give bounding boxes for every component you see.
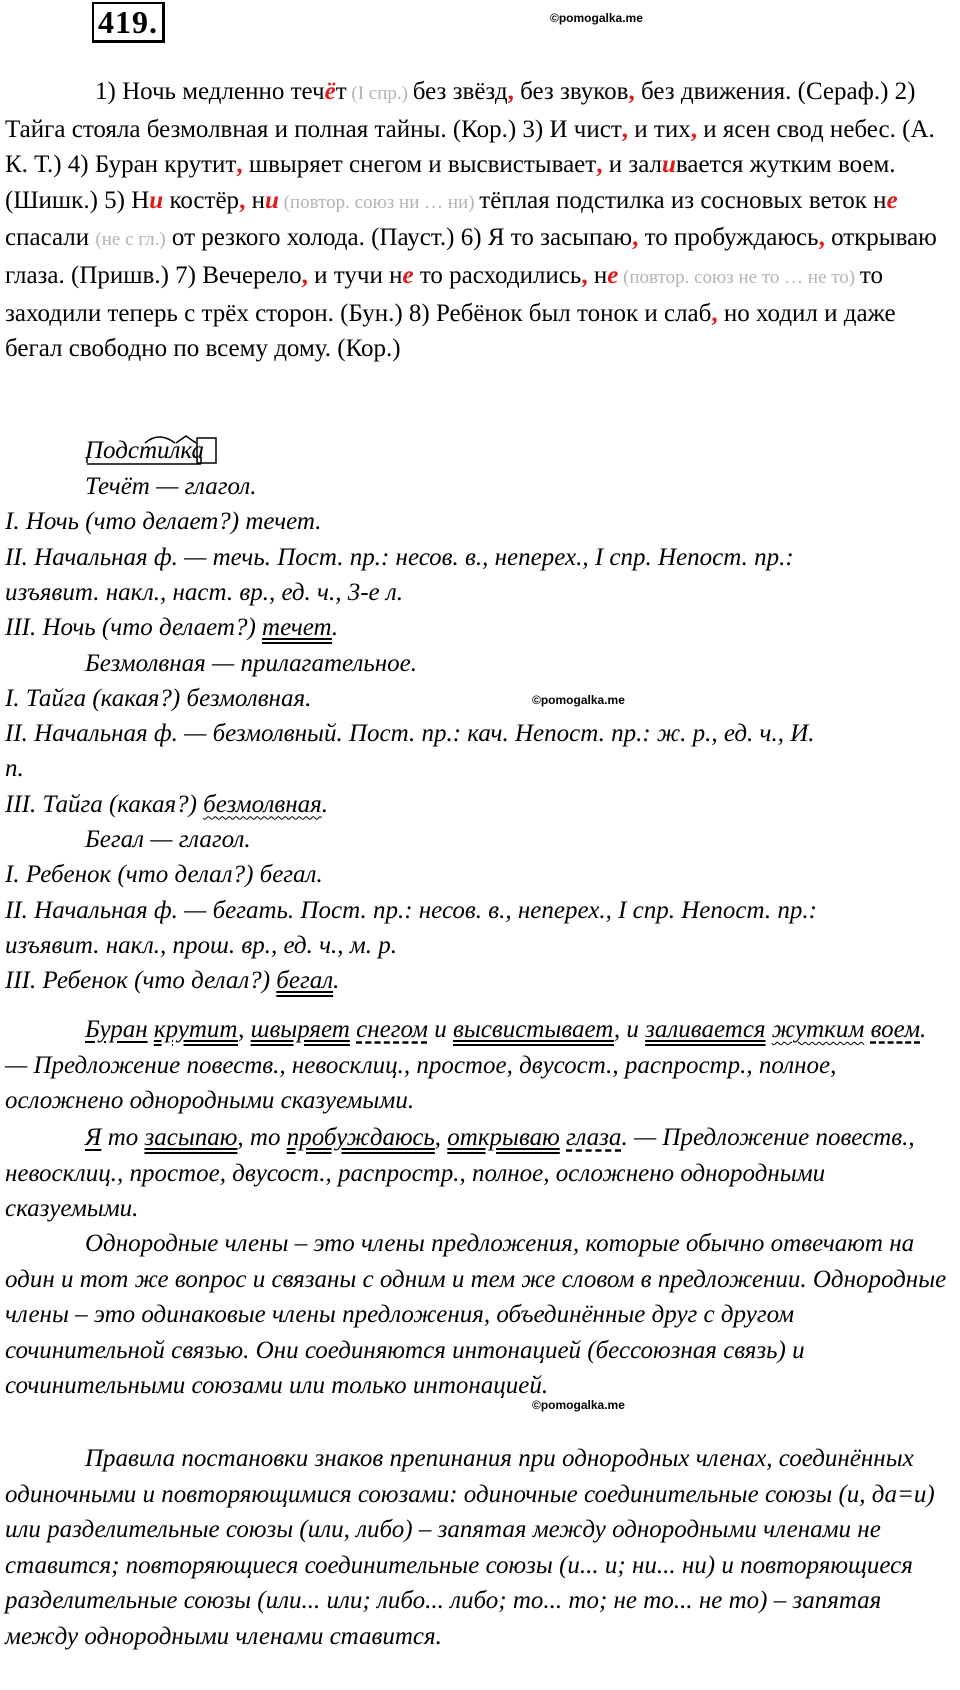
analysis-line: I. Ребенок (что делал?) бегал.: [5, 861, 323, 889]
analysis-line-text: III. Ночь (что делает?): [5, 614, 263, 642]
analysis-line-text: III. Ребенок (что делал?): [5, 967, 277, 995]
underlined-word: течет: [262, 614, 332, 642]
exercise-text: 1) Ночь медленно течёт (I спр.) без звёзд, без звуков, без движения. (Сераф.) 2) Тайга стояла безмолвная и полная тайны. (Кор.) 3) И чист, и тих, и ясен свод небес. (А. К. Т.) 4) Буран крутит, швыряет снегом и высвистывает, и заливается жутким воем. (Шишк.) 5) Ни костёр, ни (повтор. союз ни … ни) тёплая подстилка из сосновых веток не спасали (не с гл.) от резкого холода. (Пауст.) 6) Я то засыпаю, то пробуждаюсь, открываю глаза. (Пришв.) 7) Вечерело, и тучи не то расходились, не (повтор. союз не то … не то) то заходили теперь с трёх сторон. (Бун.) 8) Ребёнок был тонок и слаб, но ходил и даже бегал свободно по всему дому. (Кор.): [5, 78, 937, 363]
analysis-line: I. Ночь (что делает?) течет.: [5, 508, 322, 536]
analysis-line: Безмолвная — прилагательное.: [85, 649, 417, 677]
watermark: ©pomogalka.me: [532, 1398, 625, 1412]
analysis-line-text: III. Тайга (какая?): [5, 790, 204, 818]
analysis-line-text: .: [331, 614, 339, 642]
syntax-parse-1: Буран крутит, швыряет снегом и высвистывает, и заливается жутким воем. — Предложение повеств., невосклиц., простое, двусост., распростр., полное, осложнено однородными сказуемыми.: [5, 1016, 927, 1114]
morpheme-analysis: [85, 433, 230, 467]
analysis-line: изъявит. накл., прош. вр., ед. ч., м. р.: [5, 931, 397, 959]
syntax-parse-2: Я то засыпаю, то пробуждаюсь, открываю глаза. — Предложение повеств., невосклиц., простое, двусост., распростр., полное, осложнено однородными сказуемыми.: [5, 1124, 915, 1222]
exercise-number: 419.: [92, 2, 165, 43]
analysis-line: [5, 967, 339, 995]
watermark: ©pomogalka.me: [532, 693, 625, 707]
morpheme-marks: [85, 433, 230, 467]
theory-paragraph-2: Правила постановки знаков препинания при однородных членах, соединённых одиночными и повторяющимися союзами: одиночные соединительные союзы (и, да=и) или разделительные союзы (или, либо) – запятая между однородными членами не ставится; повторяющиеся соединительные союзы (и... и; ни... ни) и повторяющиеся разделительные союзы (или... или; либо... либо; то... то; не то... не то) – запятая между однородными членами ставится.: [5, 1445, 935, 1650]
analysis-line: п.: [5, 755, 24, 783]
root-arc: [145, 437, 175, 443]
analysis-line: [5, 614, 338, 642]
analysis-line: изъявит. накл., наст. вр., ед. ч., 3-е л.: [5, 578, 404, 606]
underlined-word: безмолвная: [203, 790, 322, 818]
watermark: ©pomogalka.me: [550, 11, 643, 25]
analysis-line: II. Начальная ф. — течь. Пост. пр.: несов. в., неперех., I спр. Непост. пр.:: [5, 543, 794, 571]
analysis-line-text: .: [321, 790, 328, 818]
suffix-mark: [176, 436, 196, 443]
morpheme-word: Подстилка: [85, 437, 204, 464]
analysis-line: II. Начальная ф. — безмолвный. Пост. пр.: кач. Непост. пр.: ж. р., ед. ч., И.: [5, 720, 815, 748]
underlined-word: бегал: [276, 967, 334, 995]
analysis-line: Течёт — глагол.: [85, 473, 257, 500]
ending-box: [197, 438, 216, 463]
theory-paragraph-1: Однородные члены – это члены предложения, которые обычно отвечают на один и тот же вопрос и связаны с одним и тем же словом в предложении. Однородные члены – это одинаковые члены предложения, объединённые друг с другом сочинительной связью. Они соединяются интонацией (бессоюзная связь) и сочинительными союзами или только интонацией.: [5, 1230, 947, 1399]
analysis-line: [5, 791, 328, 819]
analysis-line-text: .: [333, 967, 340, 995]
analysis-line: II. Начальная ф. — бегать. Пост. пр.: несов. в., неперех., I спр. Непост. пр.:: [5, 896, 817, 924]
analysis-line: Бегал — глагол.: [85, 826, 251, 853]
analysis-line: I. Тайга (какая?) безмолвная.: [5, 684, 312, 712]
